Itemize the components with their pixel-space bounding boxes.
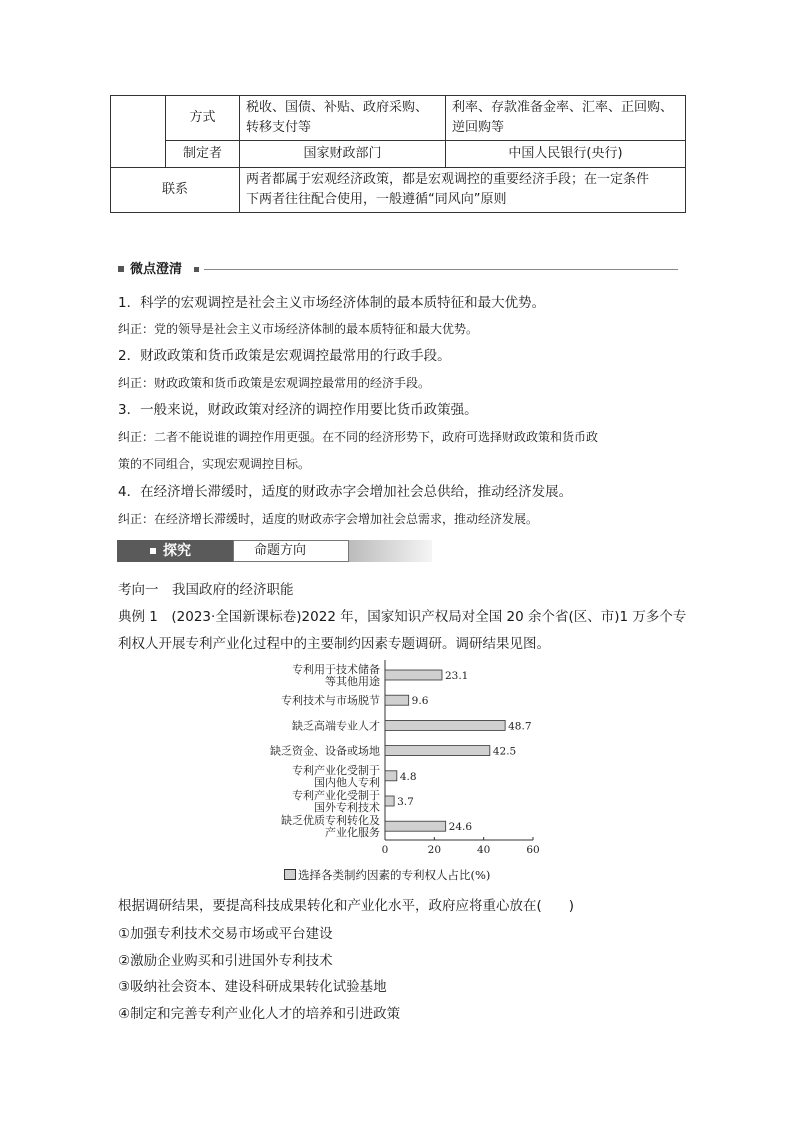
category-label: 缺乏优质专利转化及 xyxy=(281,814,380,828)
example-intro-line1: 典例 1 (2023·全国新课标卷)2022 年，国家知识产权局对全国 20 余个省(区、市)1 万多个专 xyxy=(118,609,687,625)
bar xyxy=(385,746,490,756)
table-row xyxy=(111,141,686,168)
bar xyxy=(385,695,409,705)
clarify-correction-3-cont: 策的不同组合，实现宏观调控目标。 xyxy=(118,457,311,471)
direction-label-box: 命题方向 xyxy=(233,540,349,562)
table-cell-maker-label: 制定者 xyxy=(166,141,240,168)
table-cell-fiscal-method: 税收、国债、补贴、政府采购、 转移支付等 xyxy=(240,96,446,141)
option-4: ④制定和完善专利产业化人才的培养和引进政策 xyxy=(118,1006,401,1022)
x-tick-label: 40 xyxy=(476,844,491,856)
clarify-statement-2: 2．财政政策和货币政策是宏观调控最常用的行政手段。 xyxy=(118,348,451,364)
bar-value-label: 23.1 xyxy=(444,670,469,682)
clarify-statement-4: 4．在经济增长滞缓时，适度的财政赤字会增加社会总供给，推动经济发展。 xyxy=(118,484,573,500)
bar-value-label: 3.7 xyxy=(397,796,414,808)
table-cell-empty xyxy=(111,96,166,168)
chart-legend: 选择各类制约因素的专利权人占比(%) xyxy=(284,866,490,884)
x-tick-label: 0 xyxy=(381,844,389,856)
category-label: 缺乏资金、设备或场地 xyxy=(270,744,380,758)
option-2: ②激励企业购买和引进国外专利技术 xyxy=(118,953,333,969)
banner-gradient xyxy=(349,540,432,562)
square-bullet-icon xyxy=(118,266,124,272)
square-bullet-icon xyxy=(194,267,199,272)
policy-comparison-table xyxy=(110,95,686,213)
example-intro-line2: 利权人开展专利产业化过程中的主要制约因素专题调研。调研结果见图。 xyxy=(118,636,550,652)
bar-value-label: 4.8 xyxy=(399,770,417,783)
clarify-correction-1: 纠正：党的领导是社会主义市场经济体制的最本质特征和最大优势。 xyxy=(118,322,479,336)
question-stem: 根据调研结果，要提高科技成果转化和产业化水平，政府应将重心放在( ) xyxy=(118,898,575,914)
x-tick-label: 20 xyxy=(427,844,442,856)
table-cell-fiscal-maker: 国家财政部门 xyxy=(240,141,446,168)
bar xyxy=(385,771,397,781)
bar-value-label: 24.6 xyxy=(448,821,473,834)
category-label: 等其他用途 xyxy=(325,675,380,688)
table-cell-monetary-maker: 中国人民银行(央行) xyxy=(446,141,686,168)
option-1: ①加强专利技术交易市场或平台建设 xyxy=(118,926,333,942)
category-label: 国内他人专利 xyxy=(314,775,380,789)
legend-swatch xyxy=(284,869,296,880)
bar xyxy=(385,821,446,831)
clarify-correction-4: 纠正：在经济增长滞缓时，适度的财政赤字会增加社会总需求，推动经济发展。 xyxy=(118,512,539,526)
bar-value-label: 42.5 xyxy=(492,745,517,758)
category-label: 产业化服务 xyxy=(325,826,380,840)
option-3: ③吸纳社会资本、建设科研成果转化试验基地 xyxy=(118,979,387,995)
clarify-statement-1: 1．科学的宏观调控是社会主义市场经济体制的最本质特征和最大优势。 xyxy=(118,295,546,311)
survey-bar-chart xyxy=(250,660,570,860)
table-cell-link-text: 两者都属于宏观经济政策，都是宏观调控的重要经济手段；在一定条件 下两者往往配合使用，一般遵循“同风向”原则 xyxy=(240,168,686,213)
bar-value-label: 48.7 xyxy=(508,720,532,733)
divider xyxy=(204,269,678,270)
table-row xyxy=(111,96,686,141)
x-tick-label: 60 xyxy=(526,844,540,856)
category-label: 专利技术与市场脱节 xyxy=(281,694,380,708)
section-header-clarify xyxy=(118,260,678,280)
bar xyxy=(385,796,394,806)
table-cell-link-label: 联系 xyxy=(111,168,240,213)
table-cell-method-label: 方式 xyxy=(166,96,240,141)
table-cell-monetary-method: 利率、存款准备金率、汇率、正回购、 逆回购等 xyxy=(446,96,686,141)
bar xyxy=(385,720,505,730)
category-label: 专利产业化受制于 xyxy=(292,789,380,802)
explore-label-block: 探究 xyxy=(117,540,233,562)
bar-value-label: 9.6 xyxy=(411,695,429,708)
clarify-correction-3: 纠正：二者不能说谁的调控作用更强。在不同的经济形势下，政府可选择财政政策和货币政 xyxy=(118,430,599,444)
category-label: 专利产业化受制于 xyxy=(292,763,380,777)
clarify-correction-2: 纠正：财政政策和货币政策是宏观调控最常用的经济手段。 xyxy=(118,376,431,390)
section-title: 微点澄清 xyxy=(130,262,183,277)
category-label: 专利用于技术储备 xyxy=(292,663,380,676)
square-bullet-icon xyxy=(150,548,156,554)
bar xyxy=(385,670,442,680)
clarify-statement-3: 3．一般来说，财政政策对经济的调控作用要比货币政策强。 xyxy=(118,402,478,418)
category-label: 国外专利技术 xyxy=(314,801,380,814)
table-row xyxy=(111,168,686,213)
explore-banner xyxy=(117,540,432,562)
category-label: 缺乏高端专业人才 xyxy=(292,719,380,733)
question-direction: 考向一 我国政府的经济职能 xyxy=(118,582,294,598)
